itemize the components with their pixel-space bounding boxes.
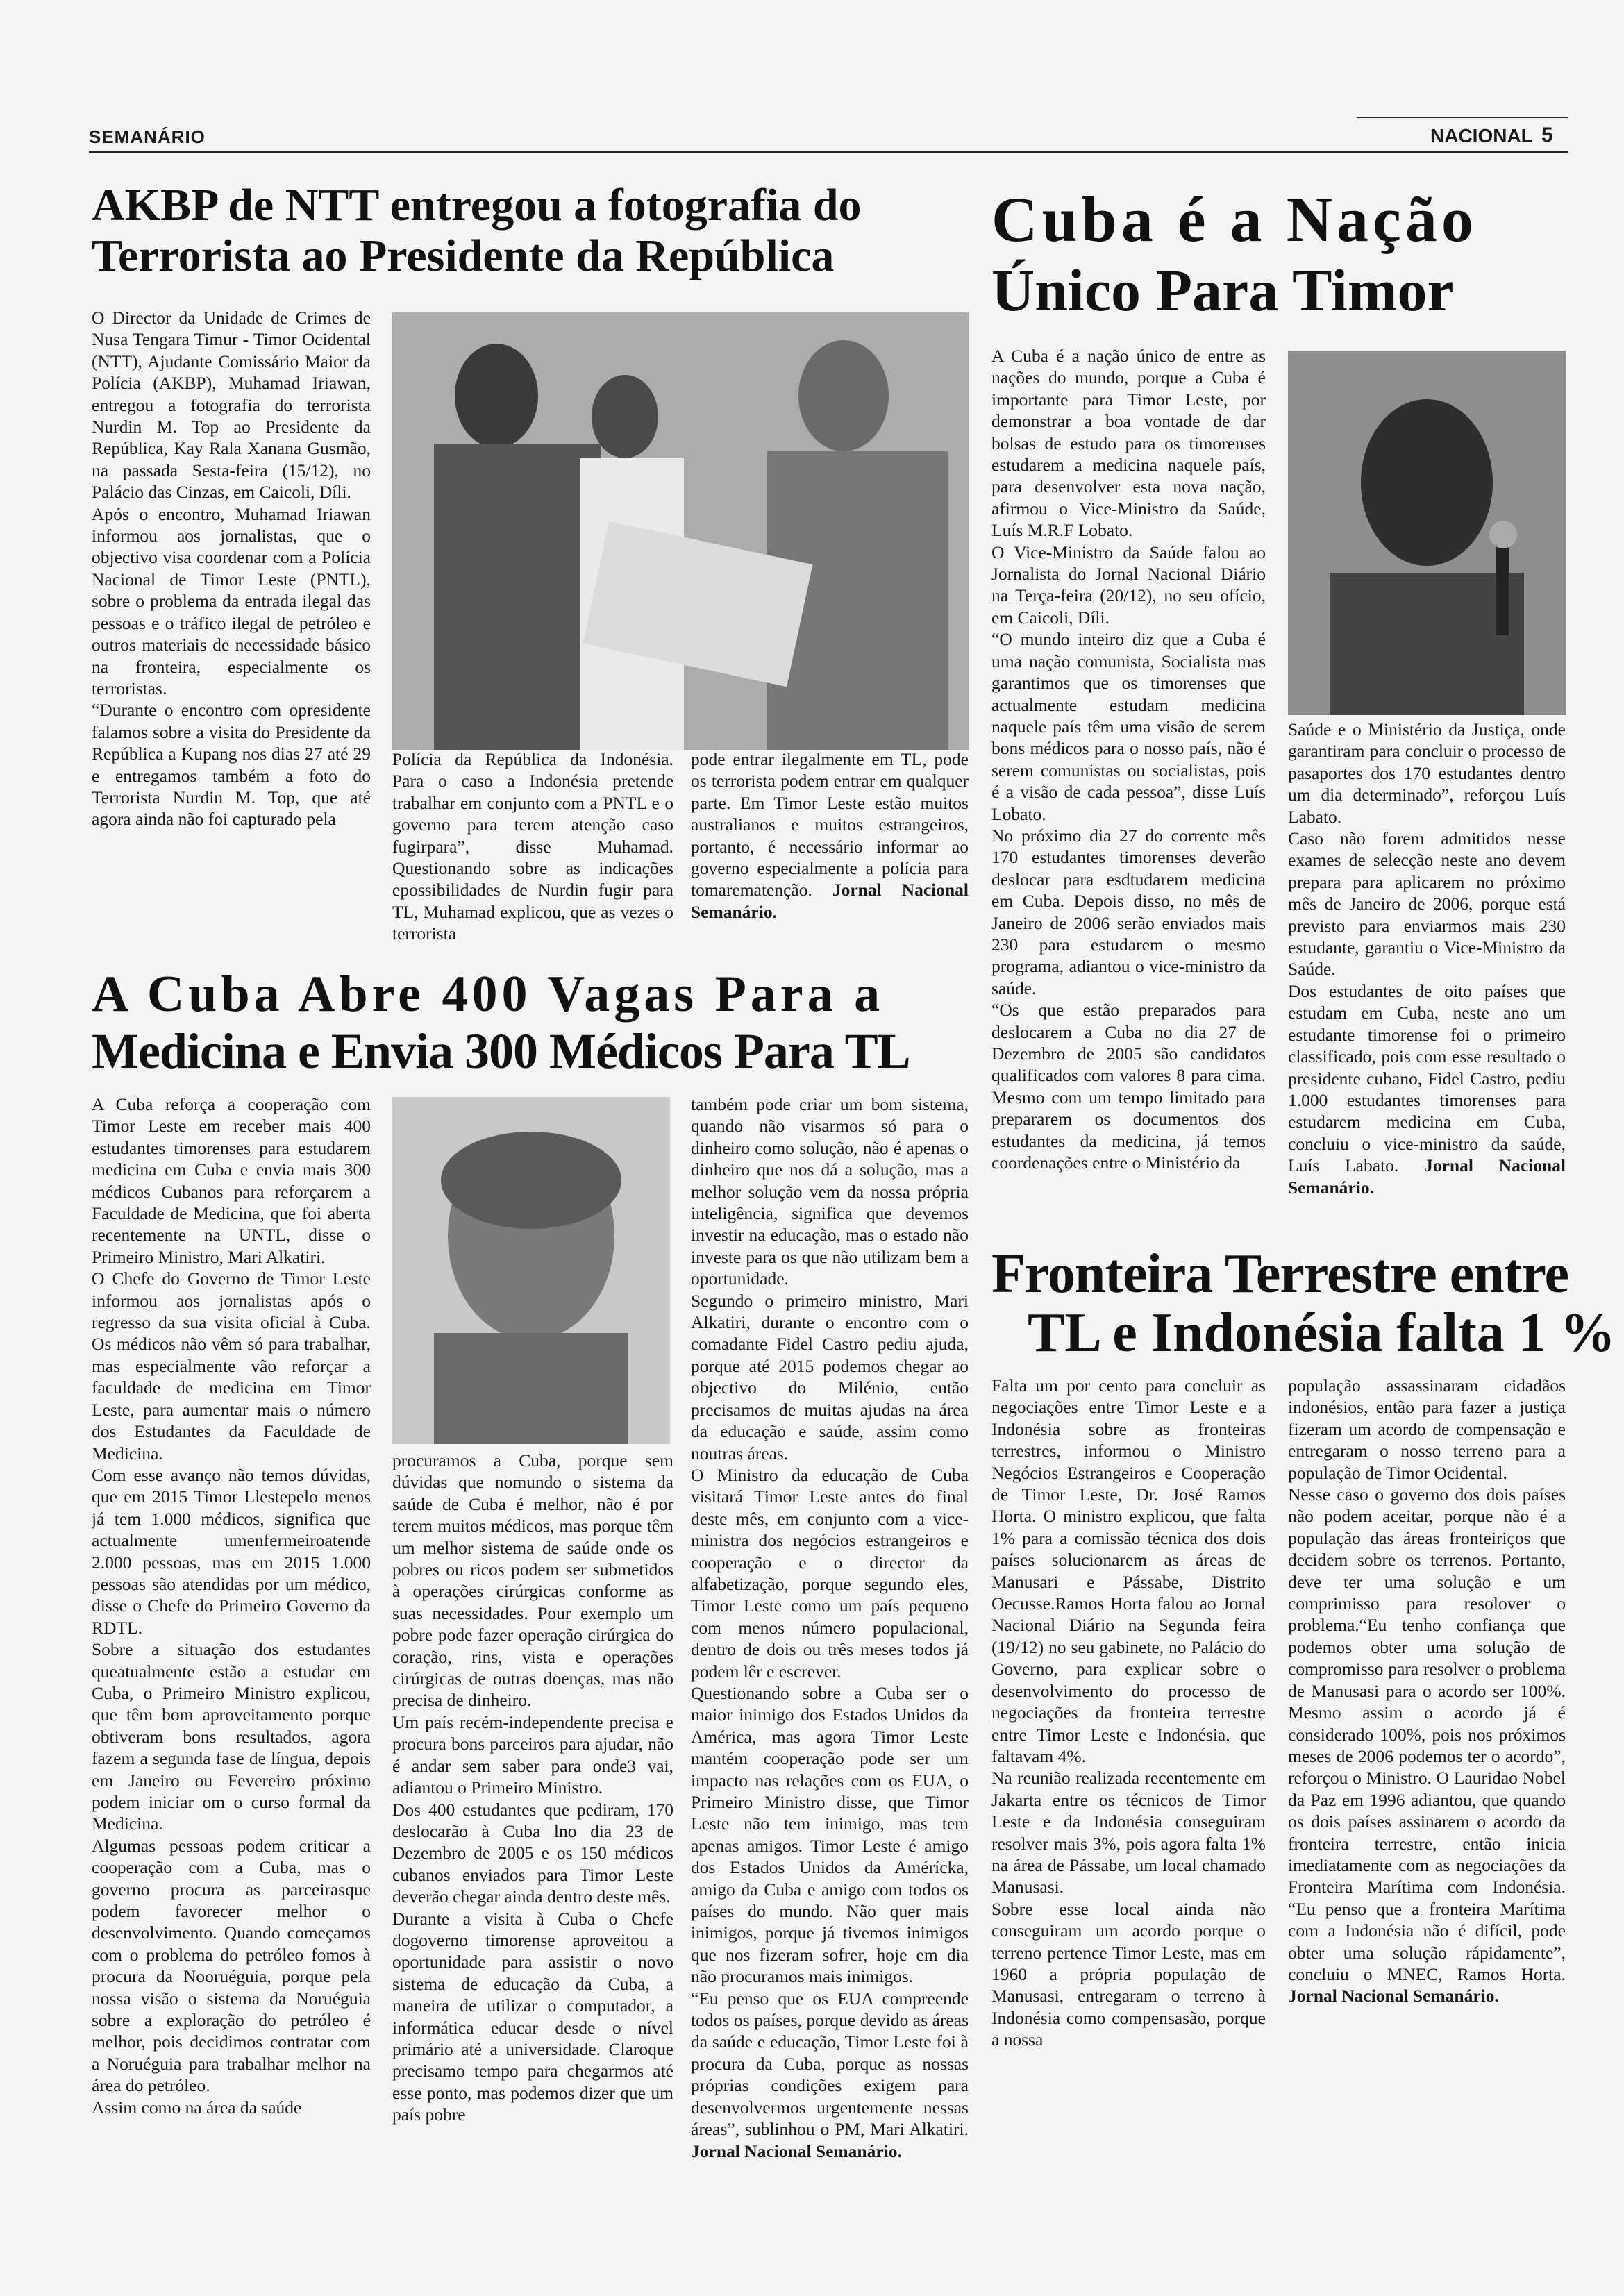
header-right-rule	[1357, 117, 1568, 118]
article3-headline-line1: Cuba é a Nação	[991, 184, 1477, 255]
article1-column3-text: pode entrar ilegalmente em TL, pode os terrorista podem entrar em qualquer parte. Em Timor Leste estão muitos australianos e muitos estrangeiros, portanto, é necessário informar ao governo especialmente a polícia para tomarematenção.	[691, 749, 969, 900]
article4-column2-text: população assassinaram cidadãos indonésios, então para fazer a justiça fizeram um acordo de compensação e entregaram o nosso terreno para a população de Timor Ocidental. Nesse caso o governo dos dois países não podem aceitar, porque não é a população das áreas fronteiriços que decidem sobre os terrenos. Portanto, deve ter uma solução e um comprimisso para resolover o problema.“Eu tenho confiança que podemos obter uma solução de compromisso para resolver o problema de Manusasi para o acordo ser 100%. Mesmo assim o acordo já é considerado 100%, pois nos próximos meses de 2006 podemos ter o acordo”, reforçou o Ministro. O Lauridao Nobel da Paz em 1996 adiantou, que quando os dois países assinarem o acordo da fronteira terrestre, então inicia imediatamente com as negociações da Fronteira Marítima com Indonésia. “Eu penso que a fronteira Marítima com a Indonésia não é difícil, pode obter uma solução rápidamente”, concluiu o MNEC, Ramos Horta.	[1288, 1375, 1566, 1984]
photo-officials-icon	[392, 312, 969, 750]
article3-byline: Jornal Nacional Semanário.	[1288, 1155, 1566, 1198]
article2-headline-line2: Medicina e Envia 300 Médicos Para TL	[92, 1023, 910, 1079]
article1-byline: Jornal Nacional Semanário.	[691, 880, 969, 922]
article4-column2	[1288, 1375, 1566, 2256]
header-rule	[89, 151, 1568, 153]
publication-name: SEMANÁRIO	[89, 126, 206, 147]
photo-vice-minister-icon	[1288, 351, 1566, 715]
article1-photo	[392, 312, 969, 750]
article4-headline-line1: Fronteira Terrestre entre	[991, 1243, 1569, 1305]
article4-column1: Falta um por cento para concluir as negociações entre Timor Leste e a Indonésia sobre as fronteiras terrestres, informou o Ministro Negócios Estrangeiros e Cooperação de Timor Leste, Dr. José Ramos Horta. O ministro explicou, que falta 1% para a comissão técnica dos dois países solucionarem as áreas de Manusari e Pássabe, Distrito Oecusse.Ramos Horta falou ao Jornal Nacional Diário na Segunda feira (19/12) no seu gabinete, no Palácio do Governo, para explicar sobre o desenvolvimento do processo de negociações da fronteira terrestre entre Timor Leste e Indonésia, que faltavam 4%. Na reunião realizada recentemente em Jakarta entre os técnicos de Timor Leste e da Indonésia conseguiram resolver mais 3%, pois agora falta 1% na área de Pássabe, um local chamado Manusasi. Sobre esse local ainda não conseguiram um acordo porque o terreno pertence Timor Leste, mas em 1960 a própria população de Manusasi, entregaram o terreno à Indonésia como compensasão, porque a nossa	[991, 1375, 1266, 2050]
article2-column3-text: também pode criar um bom sistema, quando não visarmos só para o dinheiro como solução, não é apenas o dinheiro que nos dá a solução, mas a melhor solução vem da nossa própria inteligência, significa que devemos investir na educação, mas o estado não investe para os que não utilizam bem a oportunidade. Segundo o primeiro ministro, Mari Alkatiri, durante o encontro com o comadante Fidel Castro pediu ajuda, porque até 2015 podemos chegar ao objectivo do Milénio, então precisamos de muitas ajudas na área da educação e saúde, assim como noutras áreas. O Ministro da educação de Cuba visitará Timor Leste antes do final deste mês, em conjunto com a vice-ministra dos negócios estrangeiros e cooperação e o director da alfabetização, porque segundo eles, Timor Leste como um país pequeno com menos número populacional, dentro de dois ou três meses todos já podem lêr e escrever. Questionando sobre a Cuba ser o maior inimigo dos Estados Unidos da América, mas agora Timor Leste mantém cooperação pode ser um impacto nas relações com os EUA, o Primeiro Ministro disse, que Timor Leste não tem inimigo, mas tem apenas amigos. Timor Leste é amigo dos Estados Unidos da Amérícka, amigo da Cuba e amigo com todos os países do mundo. Não quer mais inimigos, porque já tivemos inimigos que nos fizeram sofrer, hoje em dia não procuramos mais inimigos. “Eu penso que os EUA compreende todos os países, porque devido as áreas da saúde e educação, Timor Leste foi à procura da Cuba, porque as nossas próprias condições exigem para desenvolvermos urgentemente nessas áreas”, sublinhou o PM, Mari Alkatiri.	[691, 1094, 969, 2140]
article2-headline-line1: A Cuba Abre 400 Vagas Para a	[92, 966, 885, 1023]
article3-photo	[1288, 351, 1566, 715]
article1-column3	[691, 748, 969, 957]
article2-column2: procuramos a Cuba, porque sem dúvidas que nomundo o sistema da saúde de Cuba é melhor, não é por terem muitos médicos, mas porque têm um melhor sistema de saúde onde os pobres ou ricos podem ser submetidos à operações cirúrgicas conforme as suas necessidades. Pour exemplo um pobre pode fazer operação cirúrgica do coração, rins, vista e operações cirúrgicas de outras doenças, mas não precisa de dinheiro. Um país recém-independente precisa e procura bons parceiros para ajudar, não é andar sem saber para onde3 vai, adiantou o Primeiro Ministro. Dos 400 estudantes que pediram, 170 deslocarão à Cuba lno dia 23 de Dezembro de 2005 e os 150 médicos cubanos enviados para Timor Leste deverão chegar ainda dentro deste mês. Durante a visita à Cuba o Chefe dogoverno timorense aproveitou a oportunidade para assistir o novo sistema de educação da Cuba, a maneira de utilizar o computador, a informática educar desde o nível primário até a universidade. Claroque precisamo tempo para chegarmos até esse ponto, mas podemos dizer que um país pobre	[392, 1450, 673, 2125]
article3-headline-line2: Único Para Timor	[991, 257, 1454, 324]
article3-column1: A Cuba é a nação único de entre as nações do mundo, porque a Cuba é importante para Timor Leste, por demonstrar a boa vontade de dar bolsas de estudo para os timorenses estudarem a medicina naquele país, para desenvolver esta nova nação, afirmou o Vice-Ministro da Saúde, Luís M.R.F Lobato. O Vice-Ministro da Saúde falou ao Jornalista do Jornal Nacional Diário na Terça-feira (20/12), no seu ofício, em Caicoli, Díli. “O mundo inteiro diz que a Cuba é uma nação comunista, Socialista mas garantimos que os timorenses que actualmente estudam medicina naquele país têm uma visão de serem bons médicos para o nosso país, não é serem comunistas ou socialistas, pois é a visão de cada pessoa”, disse Luís Lobato. No próximo dia 27 do corrente mês 170 estudantes timorenses deverão deslocar para esdtudarem medicina em Cuba. Depois disso, no mês de Janeiro de 2006 serão enviados mais 230 para estudarem o mesmo programa, adiantou o vice-ministro da saúde. “Os que estão preparados para deslocarem a Cuba no dia 27 de Dezembro de 2005 são candidatos qualificados com valores 8 para cima. Mesmo com um tempo limitado para prepararem os documentos dos estudantes da medicina, já temos coordenações entre o Ministério da	[991, 346, 1266, 1173]
article4-byline: Jornal Nacional Semanário.	[1288, 1986, 1499, 2006]
article1-headline-line1: AKBP de NTT entregou a fotografia do	[92, 180, 862, 231]
article4-headline-line2: TL e Indonésia falta 1 %	[1028, 1302, 1616, 1364]
article3-column2	[1288, 719, 1566, 1205]
article3-column2-text: Saúde e o Ministério da Justiça, onde garantiram para concluir o processo de pasaportes dos 170 estudantes dentro um dia determinado”, reforçou Luís Labato. Caso não forem admitidos nesse exames de selecção neste ano devem prepara para aplicarem no próximo mês de Janeiro de 2006, porque está previsto para enviarmos mais 230 estudante, garantiu o Vice-Ministro da Saúde. Dos estudantes de oito países que estudam em Cuba, neste ano um estudante timorense foi o primeiro classificado, pois com esse resultado o presidente cubano, Fidel Castro, pediu 1.000 estudantes timorenses para estudarem medicina em Cuba, concluiu o vice-ministro da saúde, Luís Labato.	[1288, 719, 1566, 1176]
article2-column3	[691, 1093, 969, 2253]
article1-column2: Polícia da República da Indonésia. Para o caso a Indonésia pretende trabalhar em conjunto com a PNTL e o governo para terem atenção caso fugirpara”, disse Muhamad. Questionando sobre as indicações epossibilidades de Nurdin fugir para TL, Muhamad explicou, que as vezes o terrorista	[392, 749, 673, 944]
page-number: 5	[1541, 124, 1553, 146]
article1-headline-line2: Terrorista ao Presidente da República	[92, 231, 835, 281]
section-name: NACIONAL	[1430, 125, 1533, 146]
article2-byline: Jornal Nacional Semanário.	[691, 2140, 902, 2161]
article2-column1: A Cuba reforça a cooperação com Timor Leste em receber mais 400 estudantes timorenses para estudarem medicina em Cuba e envia mais 300 médicos Cubanos para reforçarem a Faculdade de Medicina, que foi aberta recentemente na UNTL, disse o Primeiro Ministro, Mari Alkatiri. O Chefe do Governo de Timor Leste informou aos jornalistas após o regresso da sua visita oficial à Cuba. Os médicos não vêm só para trabalhar, mas especialmente vão reforçar a faculdade de medicina em Timor Leste, para aumentar mais o número dos Estudantes da Faculdade de Medicina. Com esse avanço não temos dúvidas, que em 2015 Timor Llestepelo menos já tem 1.000 médicos, significa que actualmente umenfermeiroatende 2.000 pessoas, mas em 2015 1.000 pessoas são atendidas por um médico, disse o Chefe do Primeiro Governo da RDTL. Sobre a situação dos estudantes queatualmente estão a estudar em Cuba, o Primeiro Ministro explicou, que têm bom aproveitamento porque obtiveram bons resultados, agora fazem a segunda fase de língua, depois em Janeiro ou Fevereiro próximo podem iniciar om o curso formal da Medicina. Algumas pessoas podem criticar a cooperação com a Cuba, mas o governo procura as parceirasque podem favorecer melhor o desenvolvimento. Quando começamos com o problema do petróleo fomos à procura da Nooruéguia, porque pela nossa visão o sistema da Noruéguia sobre a exploração do petróleo é melhor, pois decidimos contratar com a Noruéguia para trabalhar melhor na área do petróleo. Assim como na área da saúde	[92, 1094, 371, 2118]
article1-column1: O Director da Unidade de Crimes de Nusa Tengara Timur - Timor Ocidental (NTT), Ajudante Comissário Maior da Polícia (AKBP), Muhamad Iriawan, entregou a fotografia do terrorista Nurdin M. Top ao Presidente da República, Kay Rala Xanana Gusmão, na passada Sesta-feira (15/12), no Palácio das Cinzas, em Caicoli, Díli. Após o encontro, Muhamad Iriawan informou aos jornalistas, que o objectivo visa coordenar com a Polícia Nacional de Timor Leste (PNTL), sobre o problema da entrada ilegal das pessoas e o tráfico ilegal de petróleo e outros materiais de necessidade básico na fronteira, especialmente os terroristas. “Durante o encontro com opresidente falamos sobre a visita do Presidente da República a Kupang nos dias 27 até 29 e entregamos também a foto do Terrorista Nurdin M. Top, que até agora ainda não foi capturado pela	[92, 308, 371, 830]
photo-prime-minister-icon	[392, 1097, 670, 1444]
article2-photo	[392, 1097, 670, 1444]
